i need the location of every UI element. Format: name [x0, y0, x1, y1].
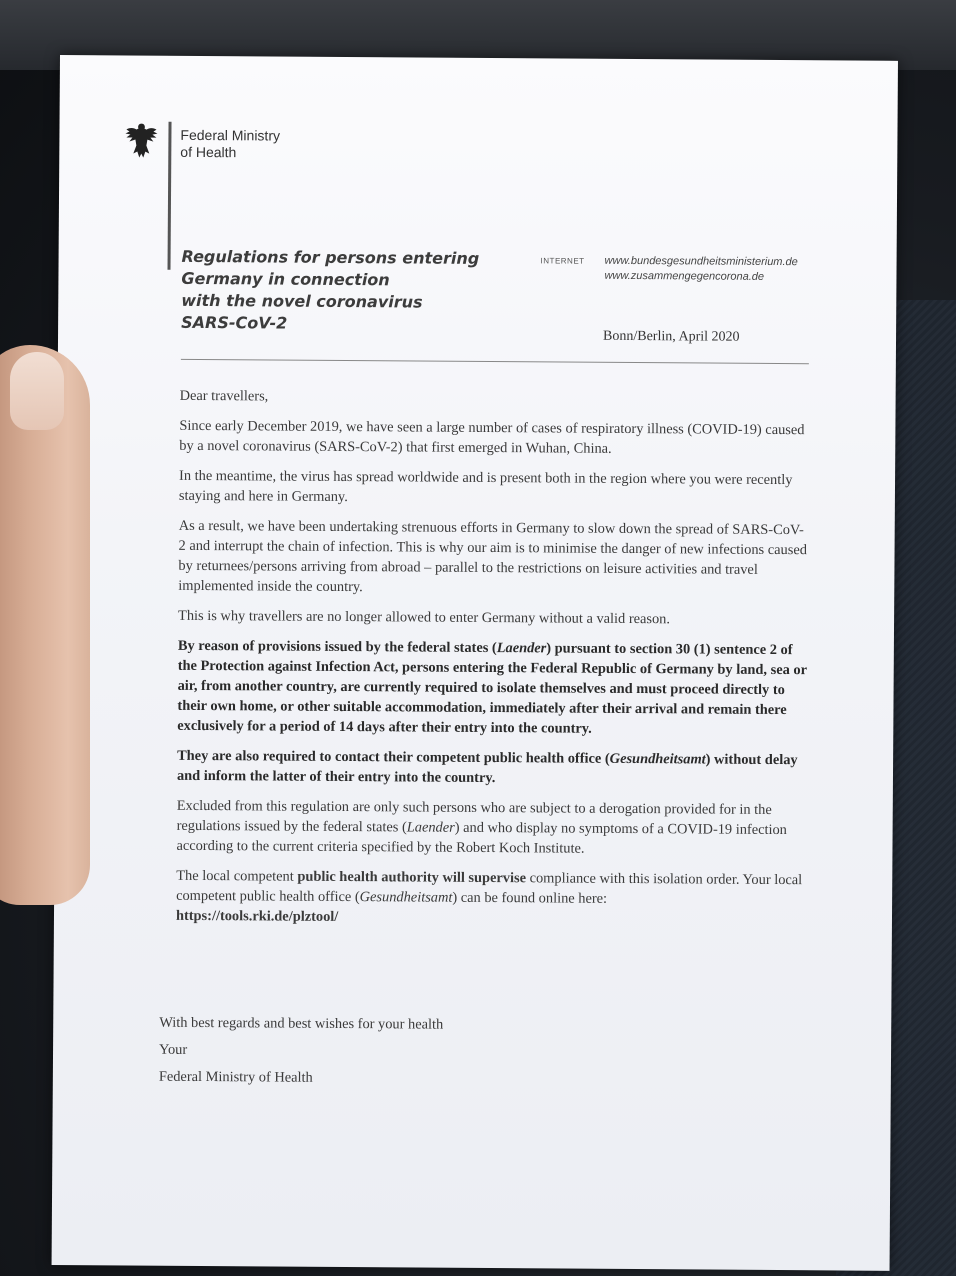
- place-and-date: Bonn/Berlin, April 2020: [602, 328, 740, 345]
- contact-text-start: They are also required to contact their competent public health office (: [177, 747, 610, 767]
- campaign-website-link[interactable]: www.zusammengegencorona.de: [604, 269, 765, 283]
- letter-page: [52, 55, 898, 1271]
- supervision-text-end: ) can be found online here:: [452, 889, 608, 907]
- exclusions-text-end: ) and who display no symptoms of a COVID-19 infection according to the current criteria specified by the Robert Koch Institute.: [176, 819, 787, 857]
- ministry-name: Federal Ministry of Health: [180, 126, 281, 161]
- laender-term: Laender: [496, 640, 547, 657]
- exclusions-text-start: Excluded from this regulation are only such persons who are subject to a derogation provided for in the regulations issued by the federal states (: [176, 797, 772, 836]
- ministry-website-link[interactable]: www.bundesgesundheitsministerium.de: [604, 254, 798, 269]
- isolation-text-end: ) pursuant to section 30 (1) sentence 2 of the Protection against Infection Act, persons entering the Federal Republic of Germany by land, sea or air, from another country, are currently required to isolate themselves and must proceed directly to their own home, or other suitable accommodation, immediately after their arrival and remain there exclusively for a period of 14 days after their entry into the country.: [177, 640, 807, 737]
- paragraph-isolation-requirement: [177, 636, 808, 740]
- gesundheitsamt-term: Gesundheitsamt: [609, 750, 706, 768]
- paragraph-entry-restriction: This is why travellers are no longer allowed to enter Germany without a valid reason.: [178, 607, 671, 628]
- closing-your: Your: [159, 1041, 188, 1058]
- gesundheitsamt-term: Gesundheitsamt: [359, 889, 453, 906]
- salutation: Dear travellers,: [179, 387, 269, 405]
- paragraph-exclusions: [176, 796, 806, 860]
- isolation-text-start: By reason of provisions issued by the federal states (: [177, 637, 497, 657]
- supervision-text-start: The local competent: [176, 867, 298, 885]
- paragraph-outbreak: Since early December 2019, we have seen a large number of cases of respiratory illness (COVID-19) caused by a novel coronavirus (SARS-CoV-2) that first emerged in Wuhan, China.: [179, 417, 805, 457]
- header-divider: [181, 359, 809, 364]
- supervision-emphasis: public health authority will supervise: [297, 868, 527, 887]
- letterhead-bar: [168, 122, 172, 270]
- closing-line: With best regards and best wishes for your health: [159, 1014, 444, 1033]
- document-title: Regulations for persons entering Germany in connection with the novel coronavirus SARS-CoV-2: [181, 246, 480, 333]
- federal-eagle-icon: [123, 121, 159, 161]
- rki-lookup-link[interactable]: https://tools.rki.de/plztool/: [175, 907, 339, 925]
- contact-text-end: ) without delay and inform the latter of their entry into the country.: [176, 751, 798, 787]
- thumb-nail: [10, 352, 64, 430]
- closing-signatory: Federal Ministry of Health: [158, 1068, 313, 1086]
- letter-body: [176, 386, 810, 940]
- laender-term: Laender: [406, 819, 455, 836]
- internet-label: INTERNET: [540, 256, 585, 266]
- supervision-text-middle: compliance with this isolation order. Your local competent public health office (: [176, 870, 803, 906]
- paragraph-supervision: [176, 866, 806, 930]
- signoff: [159, 1010, 444, 1093]
- paragraph-contact-health-office: [177, 746, 807, 790]
- paragraph-efforts: As a result, we have been undertaking strenuous efforts in Germany to slow down the spread of SARS-CoV-2 and interrupt the chain of infection. This is why our aim is to minimise the danger of new infections caused by returnees/persons arriving from abroad – parallel to the restrictions on leisure activities and travel implemented inside the country.: [178, 517, 807, 596]
- paragraph-spread: In the meantime, the virus has spread worldwide and is present both in the region where you were recently staying and here in Germany.: [178, 467, 793, 506]
